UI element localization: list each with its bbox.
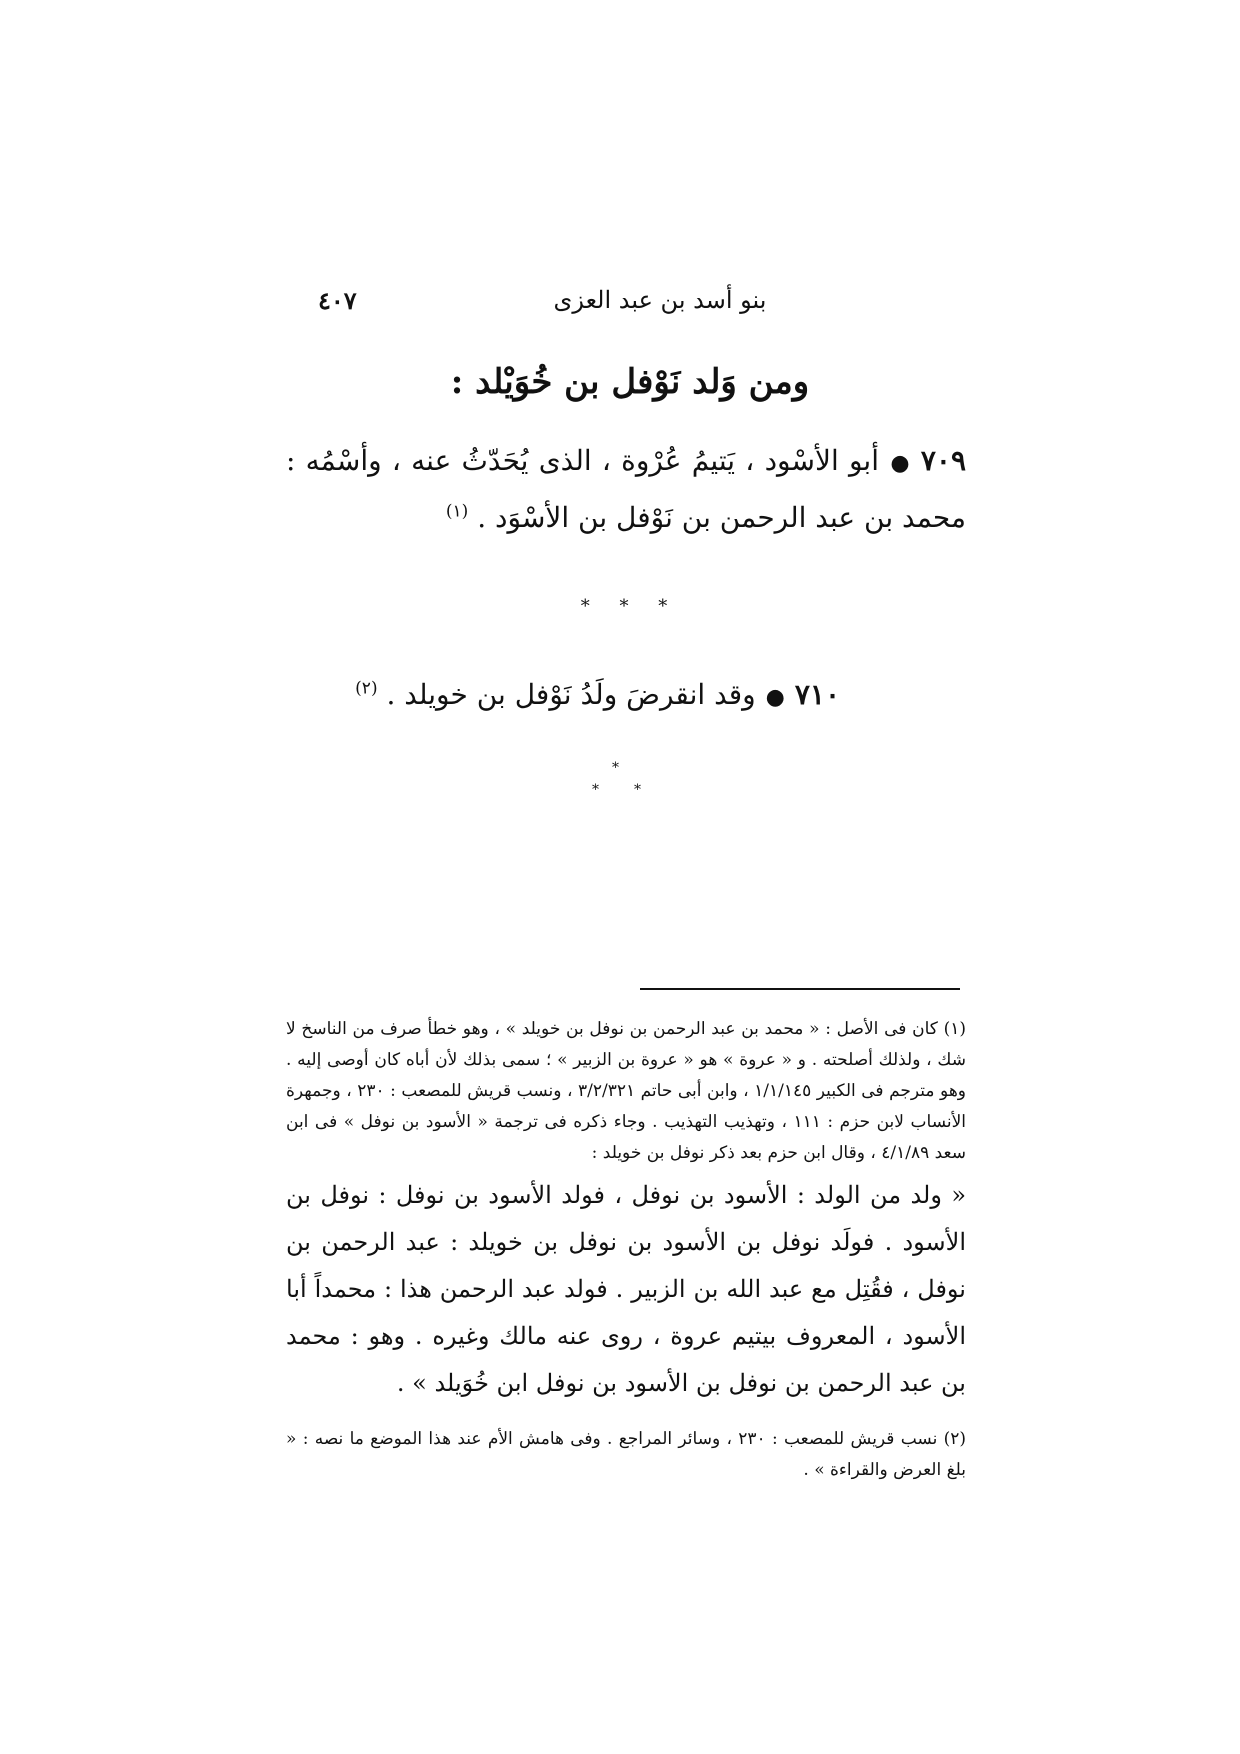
- end-mark-star: *: [592, 782, 599, 798]
- entry-709: [286, 434, 966, 545]
- entry-710: [300, 668, 840, 725]
- running-title: بنو أسد بن عبد العزى: [553, 286, 767, 314]
- end-mark-star: *: [612, 760, 619, 776]
- running-header: [300, 286, 960, 326]
- entry-number: ٧٠٩: [920, 444, 966, 477]
- end-ornament: [580, 760, 660, 820]
- bullet-icon: ●: [889, 451, 911, 476]
- footnote-1: (١) كان فى الأصل : « محمد بن عبد الرحمن بن نوفل بن خويلد » ، وهو خطأ صرف من الناسخ لا شك ، ولذلك أصلحته . و « عروة » هو « عروة بن الزبير » ؛ سمى بذلك لأن أباه كان أوصى إليه . وهو مترجم فى الكبير ١/١/١٤٥ ، وابن أبى حاتم ٣/٢/٣٢١ ، ونسب قريش للمصعب : ٢٣٠ ، وجمهرة الأنساب لابن حزم : ١١١ ، وتهذيب التهذيب . وجاء ذكره فى ترجمة « الأسود بن نوفل » فى ابن سعد ٤/١/٨٩ ، وقال ابن حزم بعد ذكر نوفل بن خويلد :: [286, 1019, 967, 1163]
- entry-text: وقد انقرضَ ولَدُ نَوْفل بن خويلد .: [386, 678, 756, 711]
- footnote-ref[interactable]: (١): [445, 501, 469, 522]
- footnote-2: (٢) نسب قريش للمصعب : ٢٣٠ ، وسائر المراجع . وفى هامش الأم عند هذا الموضع ما نصه : « بلغ العرض والقراءة » .: [286, 1429, 967, 1480]
- entry-text: أبو الأسْود ، يَتيمُ عُرْوة ، الذى يُحَدّثُ عنه ، وأسْمُه : محمد بن عبد الرحمن بن نَوْفل بن الأسْوَد .: [286, 444, 966, 534]
- section-heading: ومن وَلد نَوْفل بن خُوَيْلد :: [450, 362, 810, 402]
- end-mark-star: *: [634, 782, 641, 798]
- footnote-ref[interactable]: (٢): [355, 678, 378, 699]
- bullet-icon: ●: [765, 685, 785, 710]
- section-separator: * * *: [580, 596, 680, 617]
- footnote-divider: [640, 988, 960, 990]
- footnote-1-quote: « ولد من الولد : الأسود بن نوفل ، فولد الأسود بن نوفل : نوفل بن الأسود . فولَد نوفل بن الأسود بن نوفل بن خويلد : عبد الرحمن بن نوفل ، فقُتِل مع عبد الله بن الزبير . فولد عبد الرحمن هذا : محمداً أبا الأسود ، المعروف بيتيم عروة ، روى عنه مالك وغيره . وهو : محمد بن عبد الرحمن بن نوفل بن الأسود بن نوفل ابن خُوَيلد » .: [286, 1181, 966, 1397]
- page-number: ٤٠٧: [318, 286, 357, 315]
- entry-number: ٧١٠: [794, 678, 840, 711]
